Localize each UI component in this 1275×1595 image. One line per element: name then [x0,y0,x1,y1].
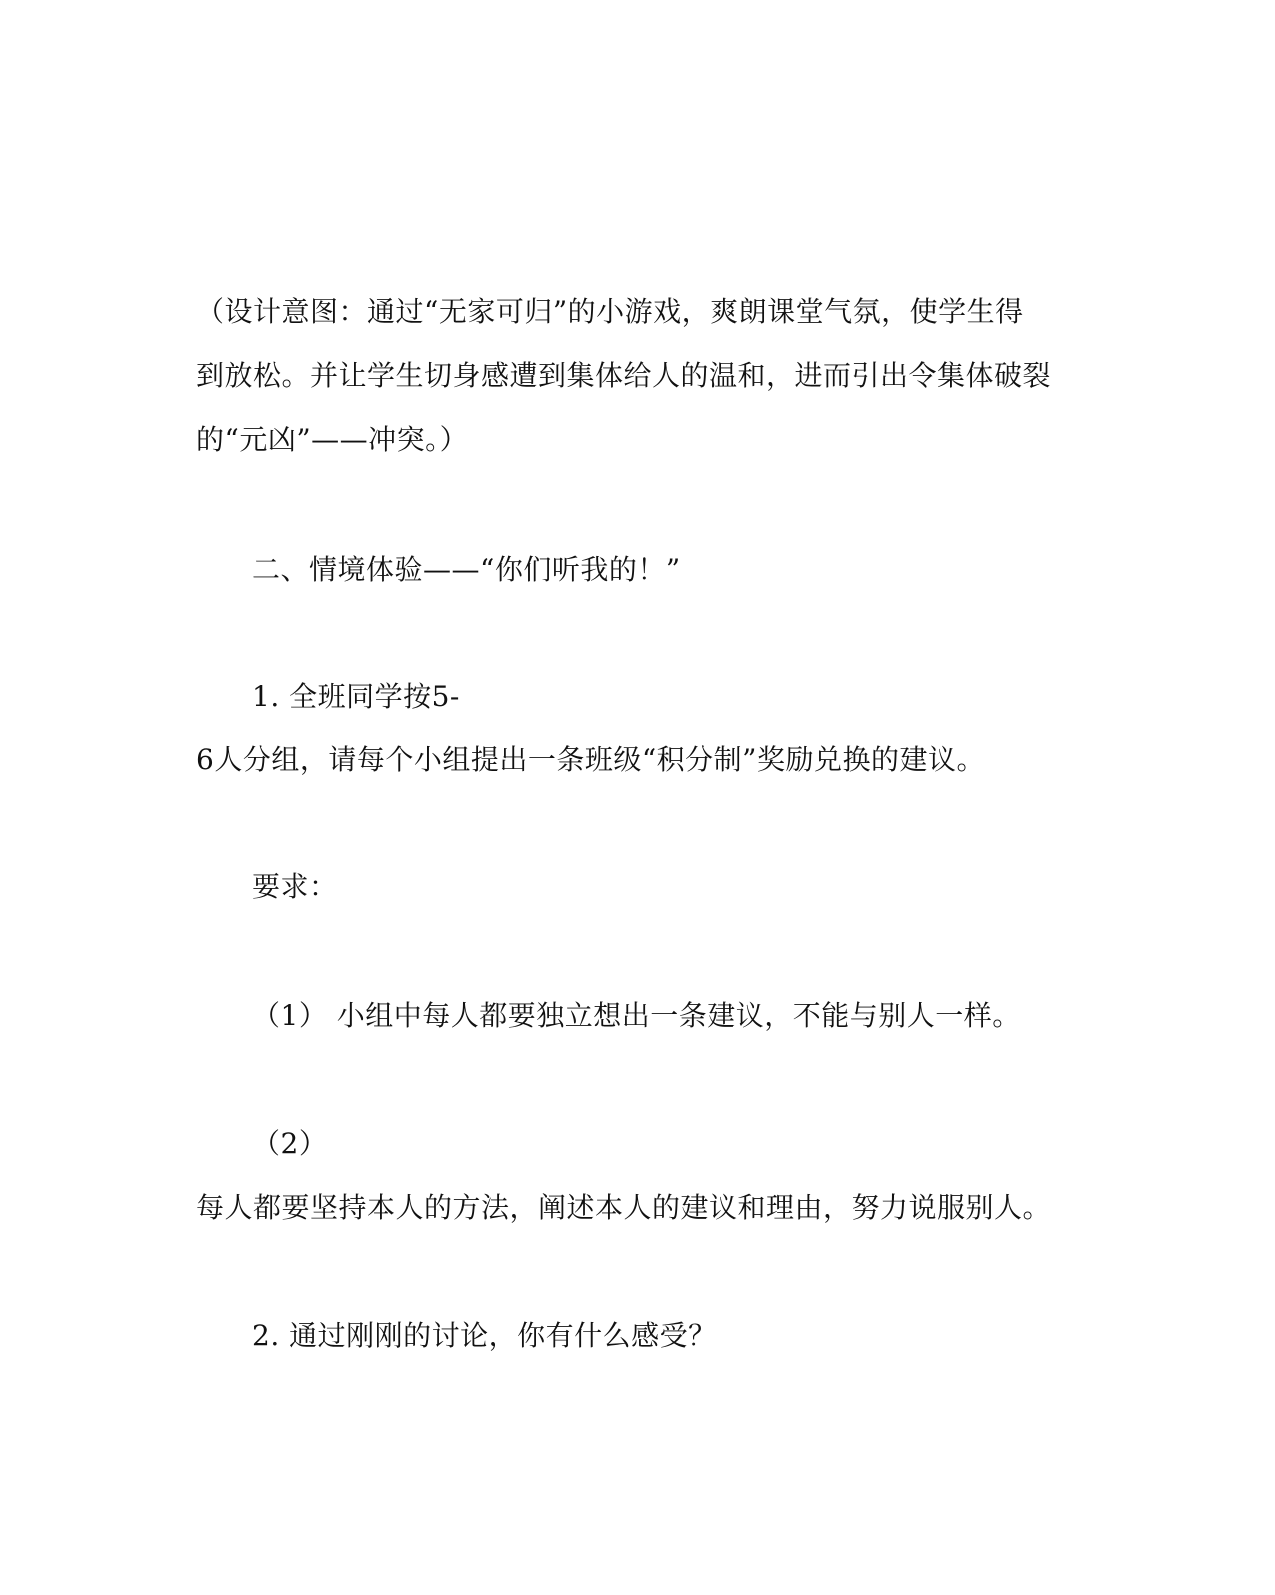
design-intent-line-1: （设计意图：通过“无家可归”的小游戏，爽朗课堂气氛，使学生得 [196,295,1024,328]
step-1-line-2: 6人分组，请每个小组提出一条班级“积分制”奖励兑换的建议。 [196,743,985,776]
step-2-question: 2. 通过刚刚的讨论，你有什么感受？ [252,1319,717,1352]
step-1-line-1: 1. 全班同学按5- [252,680,460,713]
design-intent-line-3: 的“元凶”——冲突。） [196,423,469,456]
requirement-2-label: （2） [252,1127,328,1160]
design-intent-line-2: 到放松。并让学生切身感遭到集体给人的温和，进而引出令集体破裂 [196,359,1052,392]
requirement-1: （1） 小组中每人都要独立想出一条建议，不能与别人一样。 [252,999,1021,1032]
section-heading: 二、情境体验——“你们听我的！” [252,553,681,586]
requirements-label: 要求： [252,870,338,903]
requirement-2-text: 每人都要坚持本人的方法，阐述本人的建议和理由，努力说服别人。 [196,1191,1052,1224]
